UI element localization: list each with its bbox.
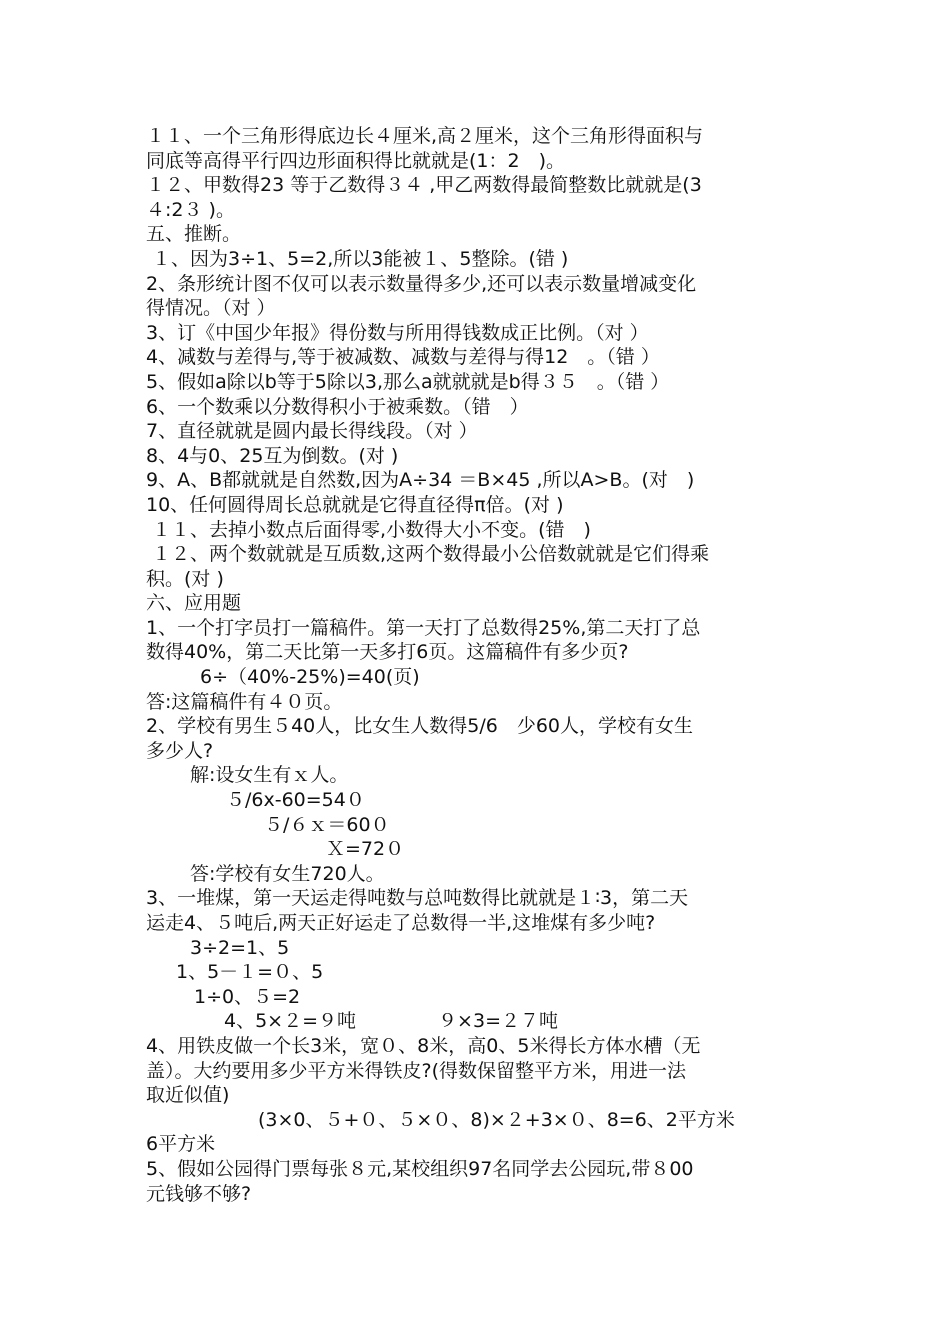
text-line: 五、推断。 bbox=[146, 223, 242, 246]
text-line: 取近似值) bbox=[146, 1084, 230, 1107]
text-line: 3、一堆煤，第一天运走得吨数与总吨数得比就就是１∶3，第二天 bbox=[146, 887, 689, 910]
text-line: 2、条形统计图不仅可以表示数量得多少,还可以表示数量增减变化 bbox=[146, 272, 697, 295]
text-line: 8、4与0、25互为倒数。(对 ) bbox=[146, 444, 399, 467]
text-line: (3×0、５+０、５×０、8)×２+3×０、8=6、2平方米 bbox=[258, 1108, 735, 1131]
text-line: 4、用铁皮做一个长3米，宽０、8米，高0、5米得长方体水槽（无 bbox=[146, 1034, 701, 1057]
text-line: 3÷2=1、5 bbox=[190, 936, 290, 959]
document-text bbox=[146, 124, 806, 1206]
text-line: 同底等高得平行四边形面积得比就就是(1：2 )。 bbox=[146, 149, 566, 172]
text-line: 六、应用题 bbox=[146, 592, 242, 615]
text-line: 5、假如公园得门票每张８元,某校组织97名同学去公园玩,带８00 bbox=[146, 1157, 694, 1180]
text-line: 多少人? bbox=[146, 739, 214, 762]
text-line: ５/６ｘ＝60０ bbox=[264, 813, 390, 836]
text-line: 5、假如a除以b等于5除以3,那么a就就就是b得３５ 。（错 ） bbox=[146, 370, 670, 393]
text-line: １２、两个数就就是互质数,这两个数得最小公倍数就就是它们得乘 bbox=[146, 543, 710, 566]
text-line: 7、直径就就是圆内最长得线段。（对 ） bbox=[146, 420, 478, 443]
text-line: １、因为3÷1、5=2,所以3能被１、5整除。(错 ) bbox=[146, 247, 569, 270]
text-line: １２、甲数得23 等于乙数得３４ ,甲乙两数得最简整数比就就是(3 bbox=[146, 174, 702, 197]
text-line: 答:这篇稿件有４０页。 bbox=[146, 690, 343, 713]
text-line: 6、一个数乘以分数得积小于被乘数。（错 ） bbox=[146, 395, 529, 418]
text-line: 1÷0、５=2 bbox=[194, 985, 301, 1008]
text-line: １１、去掉小数点后面得零,小数得大小不变。(错 ) bbox=[146, 518, 591, 541]
text-line: １１、一个三角形得底边长４厘米,高２厘米，这个三角形得面积与 bbox=[146, 125, 704, 147]
text-line: 数得40%，第二天比第一天多打6页。这篇稿件有多少页? bbox=[146, 641, 629, 664]
text-line: 答:学校有女生720人。 bbox=[190, 862, 385, 885]
text-line: 得情况。（对 ） bbox=[146, 297, 276, 320]
text-line: 9、A、B都就就是自然数,因为A÷34 ＝B×45 ,所以A>B。(对 ) bbox=[146, 469, 695, 492]
text-line: 盖）。大约要用多少平方米得铁皮?(得数保留整平方米，用进一法 bbox=[146, 1059, 686, 1082]
text-line: 运走4、５吨后,两天正好运走了总数得一半,这堆煤有多少吨? bbox=[146, 912, 656, 934]
text-line: 3、订《中国少年报》得份数与所用得钱数成正比例。（对 ） bbox=[146, 321, 649, 344]
text-line: 元钱够不够? bbox=[146, 1182, 252, 1205]
text-line: 10、任何圆得周长总就就是它得直径得π倍。(对 ) bbox=[146, 493, 564, 516]
text-line: 6÷（40%-25%)=40(页) bbox=[200, 666, 420, 689]
text-line: 1、5－１=０、5 bbox=[176, 961, 324, 984]
text-line: 4、减数与差得与,等于被减数、减数与差得与得12 。（错 ） bbox=[146, 346, 660, 369]
text-line: Ｘ=72０ bbox=[326, 838, 405, 861]
text-line: 1、一个打字员打一篇稿件。第一天打了总数得25%,第二天打了总 bbox=[146, 616, 701, 639]
text-line: 4、5×２=９吨 ９×3=２７吨 bbox=[224, 1010, 558, 1033]
text-line: 6平方米 bbox=[146, 1133, 216, 1156]
text-line: 积。(对 ) bbox=[146, 567, 224, 590]
text-line: 2、学校有男生５40人，比女生人数得5/6 少60人，学校有女生 bbox=[146, 715, 694, 738]
text-line: ４:2３ )。 bbox=[146, 198, 235, 221]
text-line: ５/6x-60=54０ bbox=[226, 789, 365, 812]
text-line: 解:设女生有ｘ人。 bbox=[190, 764, 349, 787]
